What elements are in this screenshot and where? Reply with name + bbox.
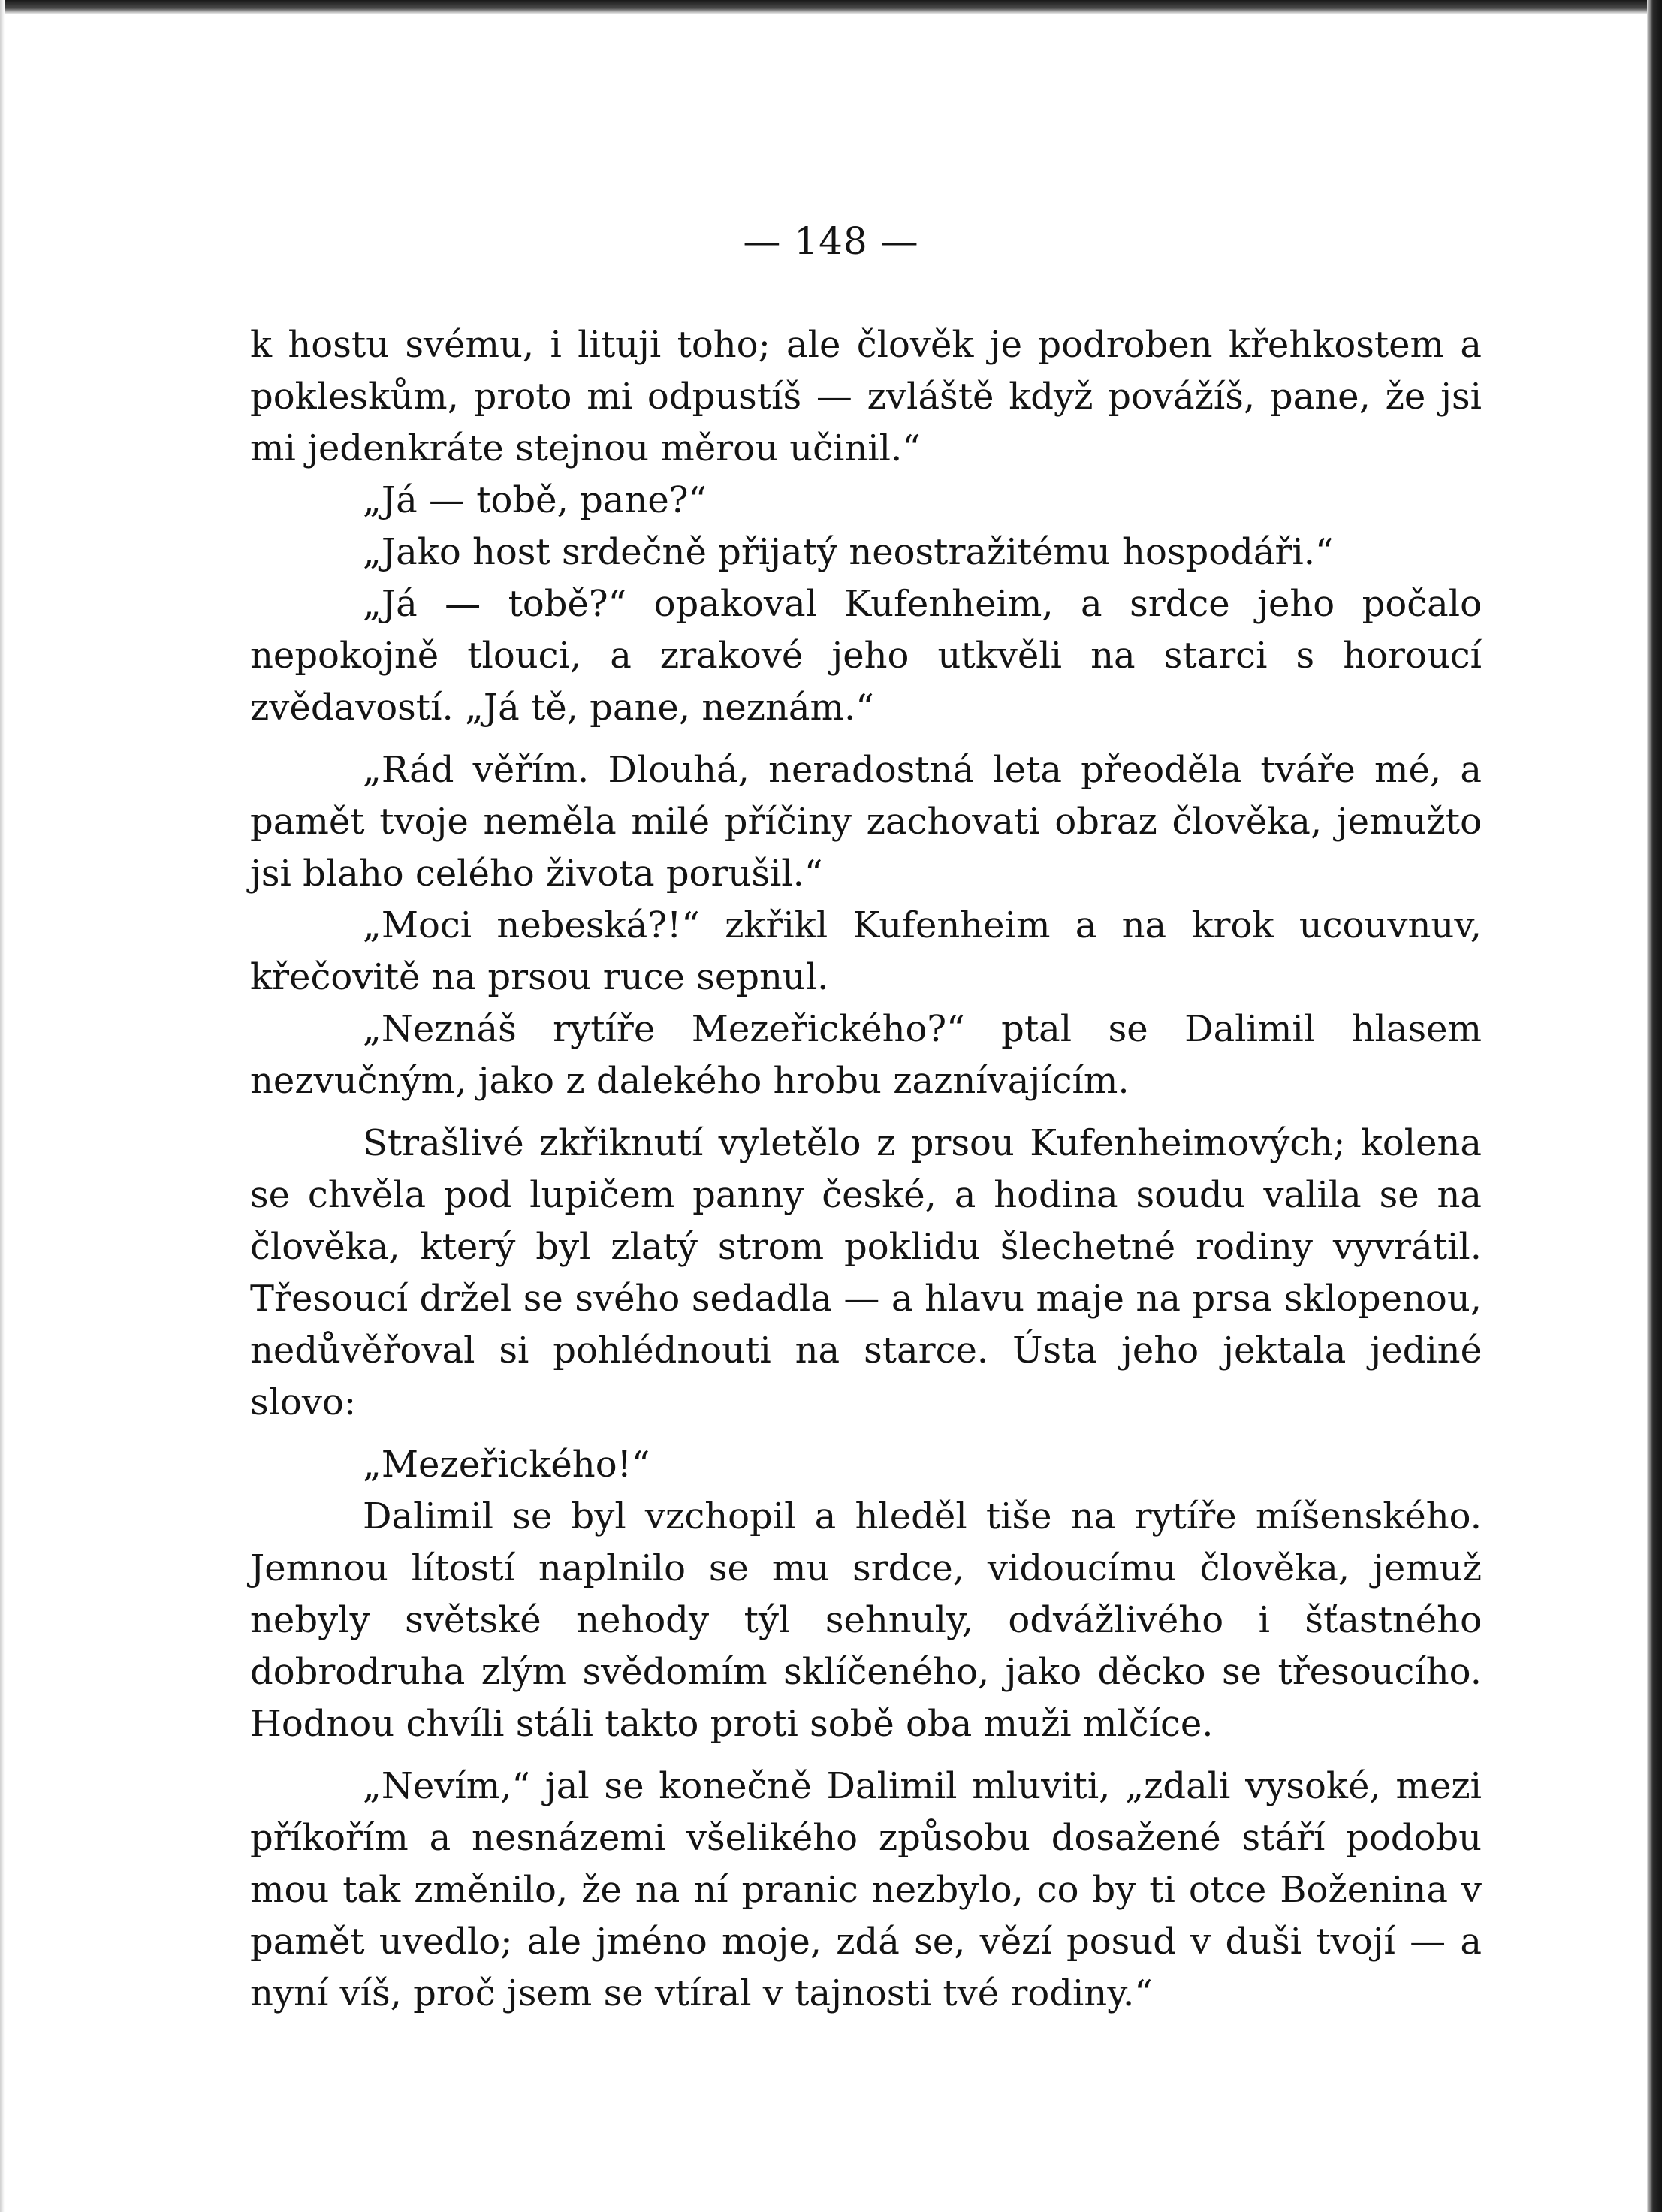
paragraph-7: „Neznáš rytíře Mezeřického?“ ptal se Dalimil hlasem nezvučným, jako z dalekého hrobu zaznívajícím. [250,1008,1482,1102]
paragraph-2: „Já — tobě, pane?“ [363,479,707,521]
page-text [250,319,1482,2020]
paragraph-9: „Mezeřického!“ [363,1444,650,1486]
page-number: — 148 — [743,219,919,263]
paragraph-11: „Nevím,“ jal se konečně Dalimil mluviti, „zdali vysoké, mezi příkořím a nesnázemi všelikého způsobu dosažené stáří podobu mou tak změnilo, že na ní pranic nezbylo, co by ti otce Boženina v pamět uvedlo; ale jméno moje, zdá se, vězí posud v duši tvojí — a nyní víš, proč jsem se vtíral v tajnosti tvé rodiny.“ [250,1765,1482,2014]
paragraph-1: k hostu svému, i lituji toho; ale člověk je podroben křehkostem a pokleskům, proto mi odpustíš — zvláště když povážíš, pane, že jsi mi jedenkráte stejnou měrou učinil.“ [250,324,1482,469]
paragraph-8: Strašlivé zkřiknutí vyletělo z prsou Kufenheimových; kolena se chvěla pod lupičem panny české, a hodina soudu valila se na člověka, který byl zlatý strom poklidu šlechetné rodiny vyvrátil. Třesoucí držel se svého sedadla — a hlavu maje na prsa sklopenou, nedůvěřoval si pohlédnouti na starce. Ústa jeho jektala jediné slovo: [250,1122,1482,1423]
scan-edge-top [0,0,1662,14]
paragraph-5: „Rád věřím. Dlouhá, neradostná leta přeoděla tváře mé, a pamět tvoje neměla milé příčiny zachovati obraz člověka, jemužto jsi blaho celého života porušil.“ [250,749,1482,895]
paragraph-4: „Já — tobě?“ opakoval Kufenheim, a srdce jeho počalo nepokojně tlouci, a zrakové jeho utkvěli na starci s horoucí zvědavostí. „Já tě, pane, neznám.“ [250,583,1482,729]
paragraph-6: „Moci nebeská?!“ zkřikl Kufenheim a na krok ucouvnuv, křečovitě na prsou ruce sepnul. [250,904,1482,998]
scan-edge-left [0,0,5,2212]
scan-edge-right [1647,0,1662,2212]
paragraph-10: Dalimil se byl vzchopil a hleděl tiše na rytíře míšenského. Jemnou lítostí naplnilo se mu srdce, vidoucímu člověka, jemuž nebyly světské nehody týl sehnuly, odvážlivého i šťastného dobrodruha zlým svědomím sklíčeného, jako děcko se třesoucího. Hodnou chvíli stáli takto proti sobě oba muži mlčíce. [250,1495,1482,1745]
paragraph-3: „Jako host srdečně přijatý neostražitému hospodáři.“ [363,531,1334,573]
